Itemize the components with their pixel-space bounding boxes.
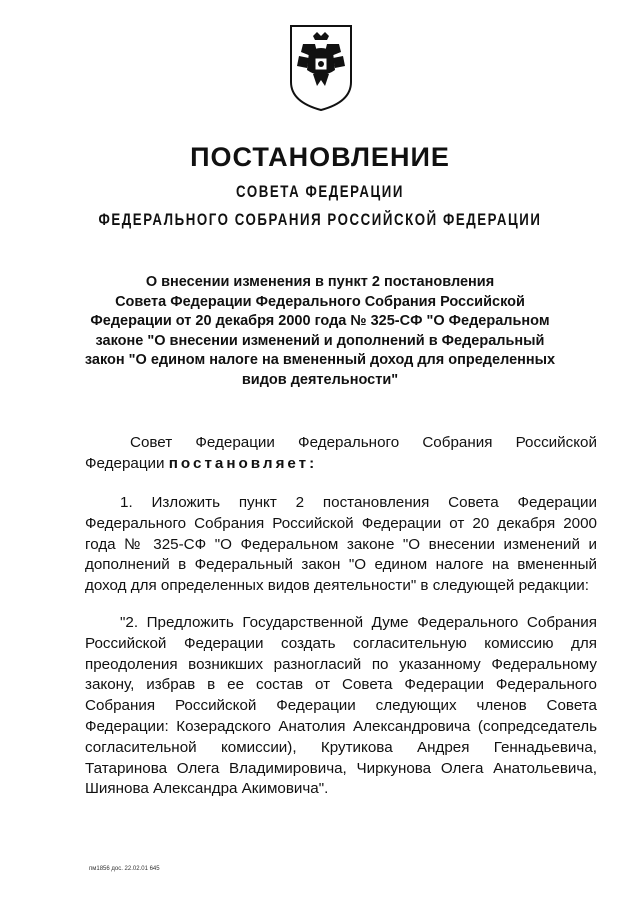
subject-line: закон "О едином налоге на вмененный доход для определенных [84, 352, 556, 368]
issuer-line-2: ФЕДЕРАЛЬНОГО СОБРАНИЯ РОССИЙСКОЙ ФЕДЕРАЦИИ [98, 210, 542, 229]
document-subject [70, 273, 570, 390]
subject-line: Федерации от 20 декабря 2000 года № 325-СФ "О Федеральном [90, 313, 550, 329]
intro-paragraph [85, 433, 597, 475]
subject-line: законе "О внесении изменений и дополнений в Федеральный [95, 332, 545, 349]
coat-of-arms-emblem-icon [287, 22, 355, 112]
paragraph-2: "2. Предложить Государственной Думе Федерального Собрания Российской Федерации создать согласительную комиссию для преодоления возникших разногласий по указанному Федеральному закону, избрав в ее состав от Совета Федерации Федерального Собрания Российской Федерации следующих членов Совета Федерации: Козерадского Анатолия Александровича (сопредседатель согласительной комиссии), Крутикова Андрея Геннадьевича, Татаринова Олега Владимировича, Чиркунова Олега Анатольевича, Шиянова Александра Акимовича". [85, 614, 597, 798]
intro-text: Совет Федерации Федерального Собрания Российской Федерации [85, 434, 597, 472]
paragraph-1: 1. Изложить пункт 2 постановления Совета Федерации Федерального Собрания Российской Федерации от 20 декабря 2000 года № 325-СФ "О Федеральном законе "О внесении изменений и дополнений в Федеральный закон "О едином налоге на вмененный доход для определенных видов деятельности" в следующей редакции: [85, 494, 597, 595]
subject-line: видов деятельности" [241, 371, 399, 388]
subject-line: О внесении изменения в пункт 2 постановления [145, 274, 495, 290]
intro-emphasis: постановляет: [168, 454, 318, 472]
document-title: ПОСТАНОВЛЕНИЕ [190, 142, 450, 172]
subject-line: Совета Федерации Федерального Собрания Российской [115, 293, 525, 310]
footer-doc-code: пм1856 доc. 22.02.01 645 [89, 866, 160, 872]
issuer-line-1: СОВЕТА ФЕДЕРАЦИИ [236, 182, 404, 201]
